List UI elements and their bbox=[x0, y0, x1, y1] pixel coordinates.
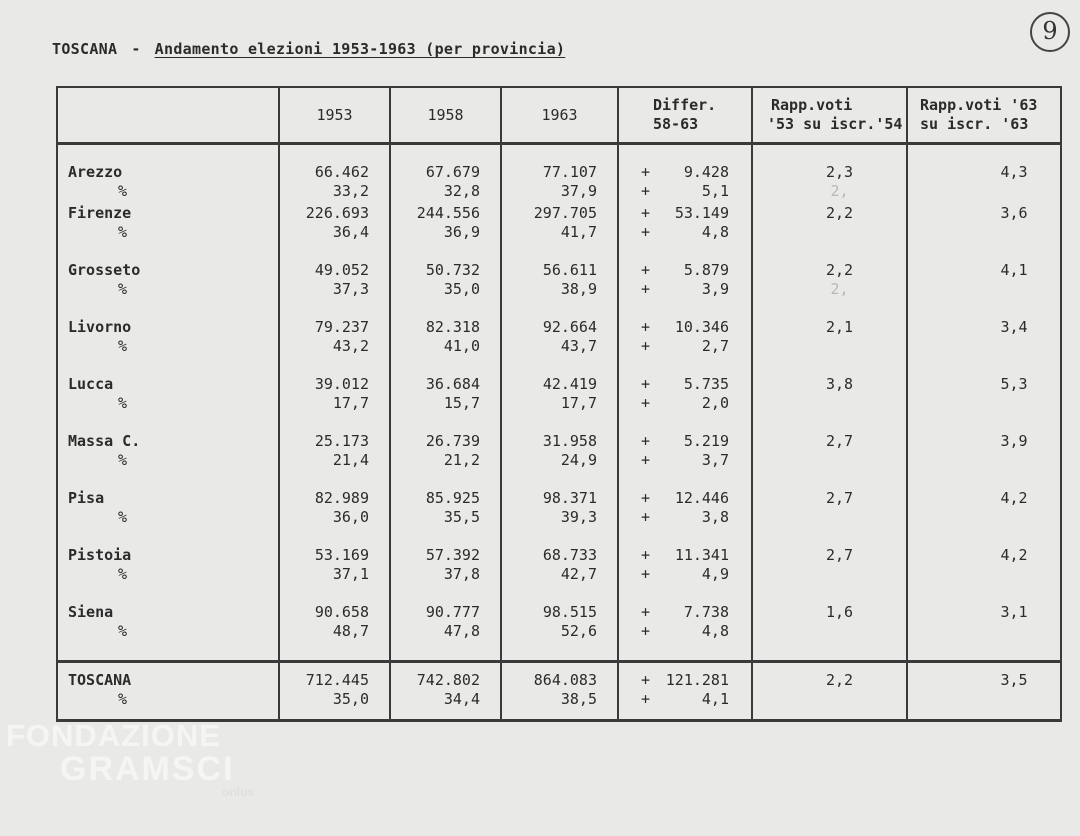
province-cell bbox=[57, 546, 279, 603]
table-row bbox=[57, 204, 1061, 261]
votes-1958: 50.732 bbox=[425, 261, 480, 279]
diff-votes: 7.738 bbox=[683, 603, 729, 621]
percent-label: % bbox=[118, 394, 128, 412]
cell-1963 bbox=[501, 546, 618, 603]
percent-1958: 36,9 bbox=[443, 223, 480, 241]
cell-1958 bbox=[390, 144, 501, 205]
ratio-63-value: 4,2 bbox=[1000, 546, 1028, 564]
cell-difference bbox=[618, 603, 752, 662]
diff-percent: 3,7 bbox=[701, 451, 729, 469]
diff-percent: 2,7 bbox=[701, 337, 729, 355]
diff-sign: + bbox=[641, 671, 651, 689]
logo-line-3: onlus bbox=[222, 785, 254, 799]
ratio-63-value: 4,1 bbox=[1000, 261, 1028, 279]
table-body bbox=[57, 144, 1061, 721]
votes-1963: 98.515 bbox=[542, 603, 597, 621]
cell-difference bbox=[618, 489, 752, 546]
votes-1963: 68.733 bbox=[542, 546, 597, 564]
province-name: Siena bbox=[68, 603, 114, 621]
diff-sign: + bbox=[641, 375, 651, 393]
cell-1963 bbox=[501, 662, 618, 721]
ratio-63-value: 4,2 bbox=[1000, 489, 1028, 507]
diff-percent: 4,8 bbox=[701, 622, 729, 640]
logo-line-2: GRAMSCI bbox=[60, 750, 235, 788]
percent-label: % bbox=[118, 223, 128, 241]
diff-sign: + bbox=[641, 318, 651, 336]
header-1953: 1953 bbox=[279, 87, 390, 144]
percent-label: % bbox=[118, 337, 128, 355]
ratio-53-value: 3,8 bbox=[825, 375, 854, 393]
header-province bbox=[57, 87, 279, 144]
cell-difference bbox=[618, 144, 752, 205]
votes-1963: 864.083 bbox=[533, 671, 597, 689]
cell-1953 bbox=[279, 432, 390, 489]
diff-percent: 2,0 bbox=[701, 394, 729, 412]
cell-ratio-63 bbox=[907, 375, 1061, 432]
percent-label: % bbox=[118, 280, 128, 298]
cell-ratio-53 bbox=[752, 261, 907, 318]
diff-sign: + bbox=[641, 163, 651, 181]
diff-votes: 9.428 bbox=[683, 163, 729, 181]
cell-ratio-53 bbox=[752, 204, 907, 261]
percent-1953: 36,0 bbox=[332, 508, 369, 526]
cell-1958 bbox=[390, 489, 501, 546]
province-cell bbox=[57, 318, 279, 375]
ratio-53-value: 2,7 bbox=[825, 546, 854, 564]
diff-votes: 10.346 bbox=[674, 318, 729, 336]
cell-1963 bbox=[501, 318, 618, 375]
percent-1953: 36,4 bbox=[332, 223, 369, 241]
cell-1953 bbox=[279, 489, 390, 546]
ratio-53-extra: 2, bbox=[830, 280, 849, 298]
cell-1958 bbox=[390, 432, 501, 489]
cell-1963 bbox=[501, 204, 618, 261]
votes-1953: 49.052 bbox=[314, 261, 369, 279]
cell-1958 bbox=[390, 318, 501, 375]
diff-votes: 5.219 bbox=[683, 432, 729, 450]
cell-1953 bbox=[279, 144, 390, 205]
percent-1963: 42,7 bbox=[560, 565, 597, 583]
logo-line-1: FONDAZIONE bbox=[6, 718, 221, 753]
diff-sign: + bbox=[641, 204, 651, 222]
votes-1953: 82.989 bbox=[314, 489, 369, 507]
votes-1958: 57.392 bbox=[425, 546, 480, 564]
votes-1953: 25.173 bbox=[314, 432, 369, 450]
title-region: TOSCANA bbox=[52, 40, 118, 58]
header-1963: 1963 bbox=[501, 87, 618, 144]
votes-1953: 226.693 bbox=[305, 204, 369, 222]
percent-1953: 17,7 bbox=[332, 394, 369, 412]
province-cell bbox=[57, 204, 279, 261]
election-table bbox=[56, 86, 1062, 722]
ratio-63-value: 5,3 bbox=[1000, 375, 1028, 393]
votes-1953: 712.445 bbox=[305, 671, 369, 689]
percent-1963: 52,6 bbox=[560, 622, 597, 640]
cell-difference bbox=[618, 662, 752, 721]
diff-percent: 5,1 bbox=[701, 182, 729, 200]
cell-ratio-63 bbox=[907, 318, 1061, 375]
cell-difference bbox=[618, 546, 752, 603]
cell-ratio-63 bbox=[907, 489, 1061, 546]
cell-1958 bbox=[390, 375, 501, 432]
percent-1958: 32,8 bbox=[443, 182, 480, 200]
percent-1958: 47,8 bbox=[443, 622, 480, 640]
cell-ratio-63 bbox=[907, 546, 1061, 603]
province-name: Livorno bbox=[68, 318, 132, 336]
percent-1953: 33,2 bbox=[332, 182, 369, 200]
diff-votes: 121.281 bbox=[665, 671, 729, 689]
table-row bbox=[57, 375, 1061, 432]
diff-sign: + bbox=[641, 432, 651, 450]
page-number: 9 bbox=[1030, 12, 1070, 52]
cell-1963 bbox=[501, 261, 618, 318]
cell-ratio-53 bbox=[752, 318, 907, 375]
votes-1953: 79.237 bbox=[314, 318, 369, 336]
ratio-63-value: 3,6 bbox=[1000, 204, 1028, 222]
percent-1958: 21,2 bbox=[443, 451, 480, 469]
cell-difference bbox=[618, 261, 752, 318]
province-name: TOSCANA bbox=[68, 671, 132, 689]
cell-difference bbox=[618, 204, 752, 261]
header-ratio-53-line1: Rapp.voti bbox=[771, 96, 853, 114]
cell-1963 bbox=[501, 432, 618, 489]
header-ratio-63 bbox=[907, 87, 1061, 144]
ratio-53-value: 2,2 bbox=[825, 261, 854, 279]
cell-ratio-53 bbox=[752, 432, 907, 489]
percent-1963: 43,7 bbox=[560, 337, 597, 355]
votes-1953: 39.012 bbox=[314, 375, 369, 393]
percent-1953: 37,1 bbox=[332, 565, 369, 583]
ratio-63-value: 4,3 bbox=[1000, 163, 1028, 181]
cell-1953 bbox=[279, 375, 390, 432]
cell-1963 bbox=[501, 603, 618, 662]
diff-sign: + bbox=[641, 565, 651, 583]
province-cell bbox=[57, 144, 279, 205]
diff-sign: + bbox=[641, 546, 651, 564]
table-row bbox=[57, 432, 1061, 489]
diff-percent: 4,9 bbox=[701, 565, 729, 583]
percent-1958: 35,0 bbox=[443, 280, 480, 298]
cell-1953 bbox=[279, 318, 390, 375]
ratio-63-value: 3,1 bbox=[1000, 603, 1028, 621]
cell-1958 bbox=[390, 204, 501, 261]
province-cell bbox=[57, 662, 279, 721]
title-separator: - bbox=[131, 40, 141, 58]
diff-percent: 3,9 bbox=[701, 280, 729, 298]
percent-1958: 15,7 bbox=[443, 394, 480, 412]
table-row bbox=[57, 603, 1061, 662]
cell-1953 bbox=[279, 546, 390, 603]
percent-1963: 39,3 bbox=[560, 508, 597, 526]
votes-1958: 67.679 bbox=[425, 163, 480, 181]
percent-label: % bbox=[118, 451, 128, 469]
percent-1963: 37,9 bbox=[560, 182, 597, 200]
ratio-53-value: 2,7 bbox=[825, 489, 854, 507]
ratio-53-value: 2,2 bbox=[825, 204, 854, 222]
cell-ratio-53 bbox=[752, 662, 907, 721]
votes-1958: 244.556 bbox=[416, 204, 480, 222]
province-cell bbox=[57, 375, 279, 432]
diff-sign: + bbox=[641, 280, 651, 298]
diff-sign: + bbox=[641, 261, 651, 279]
province-name: Arezzo bbox=[68, 163, 123, 181]
votes-1963: 77.107 bbox=[542, 163, 597, 181]
diff-percent: 4,8 bbox=[701, 223, 729, 241]
diff-sign: + bbox=[641, 337, 651, 355]
percent-1963: 38,5 bbox=[560, 690, 597, 708]
header-1958: 1958 bbox=[390, 87, 501, 144]
diff-sign: + bbox=[641, 451, 651, 469]
table-row bbox=[57, 261, 1061, 318]
diff-percent: 4,1 bbox=[701, 690, 729, 708]
province-name: Lucca bbox=[68, 375, 114, 393]
cell-ratio-53 bbox=[752, 546, 907, 603]
diff-votes: 11.341 bbox=[674, 546, 729, 564]
cell-ratio-53 bbox=[752, 375, 907, 432]
diff-votes: 5.879 bbox=[683, 261, 729, 279]
cell-ratio-63 bbox=[907, 603, 1061, 662]
votes-1963: 92.664 bbox=[542, 318, 597, 336]
percent-1953: 37,3 bbox=[332, 280, 369, 298]
percent-1953: 48,7 bbox=[332, 622, 369, 640]
percent-1963: 41,7 bbox=[560, 223, 597, 241]
votes-1963: 31.958 bbox=[542, 432, 597, 450]
votes-1958: 85.925 bbox=[425, 489, 480, 507]
header-ratio-63-line2: su iscr. '63 bbox=[920, 115, 1029, 133]
title-subtitle: Andamento elezioni 1953-1963 (per provincia) bbox=[154, 40, 566, 58]
percent-1963: 17,7 bbox=[560, 394, 597, 412]
province-name: Massa C. bbox=[68, 432, 141, 450]
diff-percent: 3,8 bbox=[701, 508, 729, 526]
cell-ratio-63 bbox=[907, 662, 1061, 721]
diff-sign: + bbox=[641, 223, 651, 241]
cell-ratio-63 bbox=[907, 144, 1061, 205]
document-title bbox=[52, 40, 565, 58]
cell-ratio-53 bbox=[752, 144, 907, 205]
province-name: Grosseto bbox=[68, 261, 141, 279]
diff-sign: + bbox=[641, 394, 651, 412]
cell-ratio-63 bbox=[907, 261, 1061, 318]
header-difference bbox=[618, 87, 752, 144]
cell-difference bbox=[618, 375, 752, 432]
ratio-53-value: 2,1 bbox=[825, 318, 854, 336]
percent-1958: 34,4 bbox=[443, 690, 480, 708]
ratio-53-value: 2,7 bbox=[825, 432, 854, 450]
cell-1953 bbox=[279, 603, 390, 662]
ratio-53-extra: 2, bbox=[830, 182, 849, 200]
cell-1963 bbox=[501, 489, 618, 546]
cell-difference bbox=[618, 318, 752, 375]
percent-label: % bbox=[118, 690, 128, 708]
province-name: Firenze bbox=[68, 204, 132, 222]
province-cell bbox=[57, 261, 279, 318]
province-name: Pistoia bbox=[68, 546, 132, 564]
diff-sign: + bbox=[641, 489, 651, 507]
diff-sign: + bbox=[641, 182, 651, 200]
votes-1958: 82.318 bbox=[425, 318, 480, 336]
percent-1953: 35,0 bbox=[332, 690, 369, 708]
header-row bbox=[57, 87, 1061, 144]
ratio-63-value: 3,4 bbox=[1000, 318, 1028, 336]
cell-1958 bbox=[390, 603, 501, 662]
province-cell bbox=[57, 432, 279, 489]
table-row bbox=[57, 546, 1061, 603]
percent-label: % bbox=[118, 622, 128, 640]
fondazione-gramsci-logo bbox=[6, 718, 254, 799]
diff-sign: + bbox=[641, 690, 651, 708]
header-difference-line1: Differ. bbox=[653, 96, 717, 114]
header-ratio-53-line2: '53 su iscr.'54 bbox=[767, 115, 903, 133]
table-row bbox=[57, 318, 1061, 375]
votes-1958: 90.777 bbox=[425, 603, 480, 621]
diff-votes: 53.149 bbox=[674, 204, 729, 222]
diff-sign: + bbox=[641, 622, 651, 640]
province-cell bbox=[57, 603, 279, 662]
cell-1958 bbox=[390, 546, 501, 603]
cell-1953 bbox=[279, 204, 390, 261]
ratio-53-value: 1,6 bbox=[825, 603, 854, 621]
votes-1953: 66.462 bbox=[314, 163, 369, 181]
cell-ratio-53 bbox=[752, 603, 907, 662]
table-row bbox=[57, 489, 1061, 546]
diff-sign: + bbox=[641, 603, 651, 621]
percent-1958: 35,5 bbox=[443, 508, 480, 526]
votes-1963: 297.705 bbox=[533, 204, 597, 222]
cell-1953 bbox=[279, 261, 390, 318]
cell-1963 bbox=[501, 375, 618, 432]
votes-1963: 56.611 bbox=[542, 261, 597, 279]
cell-1958 bbox=[390, 261, 501, 318]
percent-label: % bbox=[118, 508, 128, 526]
cell-ratio-53 bbox=[752, 489, 907, 546]
votes-1958: 742.802 bbox=[416, 671, 480, 689]
votes-1963: 42.419 bbox=[542, 375, 597, 393]
votes-1958: 26.739 bbox=[425, 432, 480, 450]
ratio-63-value: 3,9 bbox=[1000, 432, 1028, 450]
cell-ratio-63 bbox=[907, 204, 1061, 261]
total-row bbox=[57, 662, 1061, 721]
ratio-53-value: 2,2 bbox=[825, 671, 854, 689]
votes-1953: 90.658 bbox=[314, 603, 369, 621]
votes-1963: 98.371 bbox=[542, 489, 597, 507]
percent-label: % bbox=[118, 565, 128, 583]
header-difference-line2: 58-63 bbox=[653, 115, 699, 133]
percent-1963: 38,9 bbox=[560, 280, 597, 298]
percent-1963: 24,9 bbox=[560, 451, 597, 469]
cell-1953 bbox=[279, 662, 390, 721]
header-ratio-63-line1: Rapp.voti '63 bbox=[920, 96, 1038, 114]
header-ratio-53 bbox=[752, 87, 907, 144]
percent-1958: 37,8 bbox=[443, 565, 480, 583]
table-row bbox=[57, 144, 1061, 205]
cell-1958 bbox=[390, 662, 501, 721]
cell-ratio-63 bbox=[907, 432, 1061, 489]
percent-1953: 43,2 bbox=[332, 337, 369, 355]
percent-1953: 21,4 bbox=[332, 451, 369, 469]
diff-votes: 5.735 bbox=[683, 375, 729, 393]
cell-1963 bbox=[501, 144, 618, 205]
diff-votes: 12.446 bbox=[674, 489, 729, 507]
cell-difference bbox=[618, 432, 752, 489]
votes-1958: 36.684 bbox=[425, 375, 480, 393]
ratio-53-value: 2,3 bbox=[825, 163, 854, 181]
ratio-63-value: 3,5 bbox=[1000, 671, 1028, 689]
province-name: Pisa bbox=[68, 489, 105, 507]
votes-1953: 53.169 bbox=[314, 546, 369, 564]
percent-1958: 41,0 bbox=[443, 337, 480, 355]
diff-sign: + bbox=[641, 508, 651, 526]
percent-label: % bbox=[118, 182, 128, 200]
province-cell bbox=[57, 489, 279, 546]
